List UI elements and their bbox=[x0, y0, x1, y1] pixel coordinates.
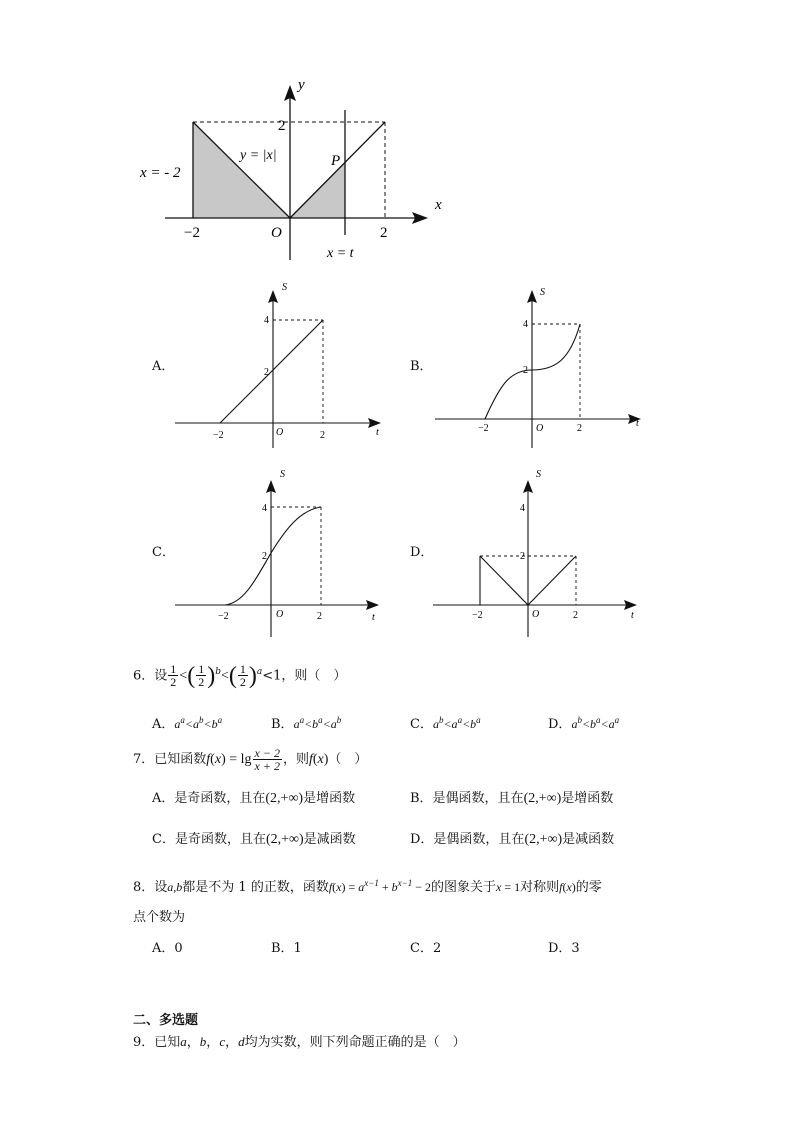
svg-text:O: O bbox=[532, 609, 540, 620]
question-8-line1: 8．设a,b都是不为 1 的正数，函数$f(x) = a^{x-1} + b^{x-1} - 2$的图象关于x = 1对称则f(x)的零 bbox=[133, 878, 602, 895]
graph-a bbox=[170, 280, 390, 450]
q7-option-d[interactable]: D．是偶函数，且在(2,+∞)是减函数 bbox=[410, 832, 615, 847]
moving-line-label: x = t bbox=[327, 246, 354, 261]
q6-option-a[interactable]: A．$a^a<a^b<b^a$ bbox=[152, 715, 223, 732]
svg-text:4: 4 bbox=[520, 503, 525, 514]
option-d-label[interactable]: D． bbox=[410, 545, 434, 560]
svg-text:O: O bbox=[536, 423, 544, 434]
svg-text:4: 4 bbox=[523, 319, 528, 330]
svg-text:t: t bbox=[376, 427, 379, 438]
option-c-label[interactable]: C． bbox=[152, 545, 175, 560]
q8-option-c[interactable]: C．2 bbox=[410, 941, 442, 956]
section-heading-multiple-choice: 二、多选题 bbox=[133, 1013, 199, 1028]
svg-text:2: 2 bbox=[523, 365, 528, 376]
option-b-label[interactable]: B． bbox=[410, 359, 433, 374]
svg-text:2: 2 bbox=[264, 367, 269, 378]
x-tick-2: 2 bbox=[380, 225, 388, 241]
svg-text:2: 2 bbox=[262, 551, 267, 562]
svg-text:2: 2 bbox=[320, 430, 325, 441]
q6-option-b[interactable]: B．$a^a<b^a<a^b$ bbox=[271, 715, 342, 732]
svg-text:4: 4 bbox=[264, 315, 269, 326]
graph-c bbox=[170, 465, 390, 640]
q6-option-d[interactable]: D．$a^b<b^a<a^a$ bbox=[548, 715, 620, 732]
graph-d bbox=[428, 465, 648, 640]
option-a-label[interactable]: A． bbox=[152, 359, 175, 374]
y-axis-label: y bbox=[298, 77, 305, 93]
question-8-line2: 点个数为 bbox=[133, 910, 186, 925]
svg-text:2: 2 bbox=[577, 423, 582, 434]
q7-option-c[interactable]: C．是奇函数，且在(2,+∞)是减函数 bbox=[152, 832, 356, 847]
svg-text:−2: −2 bbox=[218, 611, 229, 622]
svg-text:t: t bbox=[636, 418, 639, 429]
svg-text:t: t bbox=[631, 610, 634, 621]
q8-option-d[interactable]: D．3 bbox=[548, 941, 580, 956]
y-tick-2: 2 bbox=[278, 118, 286, 134]
left-line-label: x = - 2 bbox=[140, 165, 181, 181]
svg-text:−2: −2 bbox=[213, 430, 224, 441]
svg-text:O: O bbox=[276, 427, 284, 438]
q8-option-b[interactable]: B．1 bbox=[271, 941, 302, 956]
curve-label: y = |x| bbox=[240, 148, 277, 163]
x-tick-neg2: −2 bbox=[184, 225, 200, 241]
q8-option-a[interactable]: A．0 bbox=[152, 941, 183, 956]
svg-text:2: 2 bbox=[573, 610, 578, 621]
q7-option-b[interactable]: B．是偶函数，且在(2,+∞)是增函数 bbox=[410, 791, 614, 806]
svg-text:S: S bbox=[540, 287, 545, 298]
svg-text:4: 4 bbox=[262, 503, 267, 514]
svg-text:−2: −2 bbox=[478, 423, 489, 434]
x-axis-label: x bbox=[435, 197, 442, 213]
svg-text:S: S bbox=[536, 469, 541, 480]
svg-text:S: S bbox=[282, 282, 287, 293]
point-p-label: P bbox=[331, 153, 341, 169]
question-7: 7．已知函数f(x) = lg $\frac{x - 2}{x + 2}$ ，则f(x)（ ） bbox=[133, 746, 368, 773]
question-6: 6．设 $\frac{1}{2}$ <( $\frac{1}{2}$ )$^b$<( $\frac{1}{2}$ )$^a$<1，则（ ） bbox=[133, 662, 347, 690]
svg-text:S: S bbox=[280, 469, 285, 480]
svg-text:2: 2 bbox=[317, 611, 322, 622]
svg-text:O: O bbox=[276, 609, 284, 620]
origin-label: O bbox=[271, 225, 282, 241]
svg-text:t: t bbox=[372, 612, 375, 623]
svg-text:2: 2 bbox=[520, 551, 525, 562]
q6-option-c[interactable]: C．$a^b<a^a<b^a$ bbox=[410, 715, 481, 732]
q7-option-a[interactable]: A．是奇函数，且在(2,+∞)是增函数 bbox=[152, 791, 356, 806]
svg-text:−2: −2 bbox=[472, 610, 483, 621]
main-figure bbox=[130, 75, 460, 265]
question-9: 9．已知a，b，c，d均为实数，则下列命题正确的是（ ） bbox=[133, 1034, 466, 1050]
graph-b bbox=[430, 280, 650, 450]
